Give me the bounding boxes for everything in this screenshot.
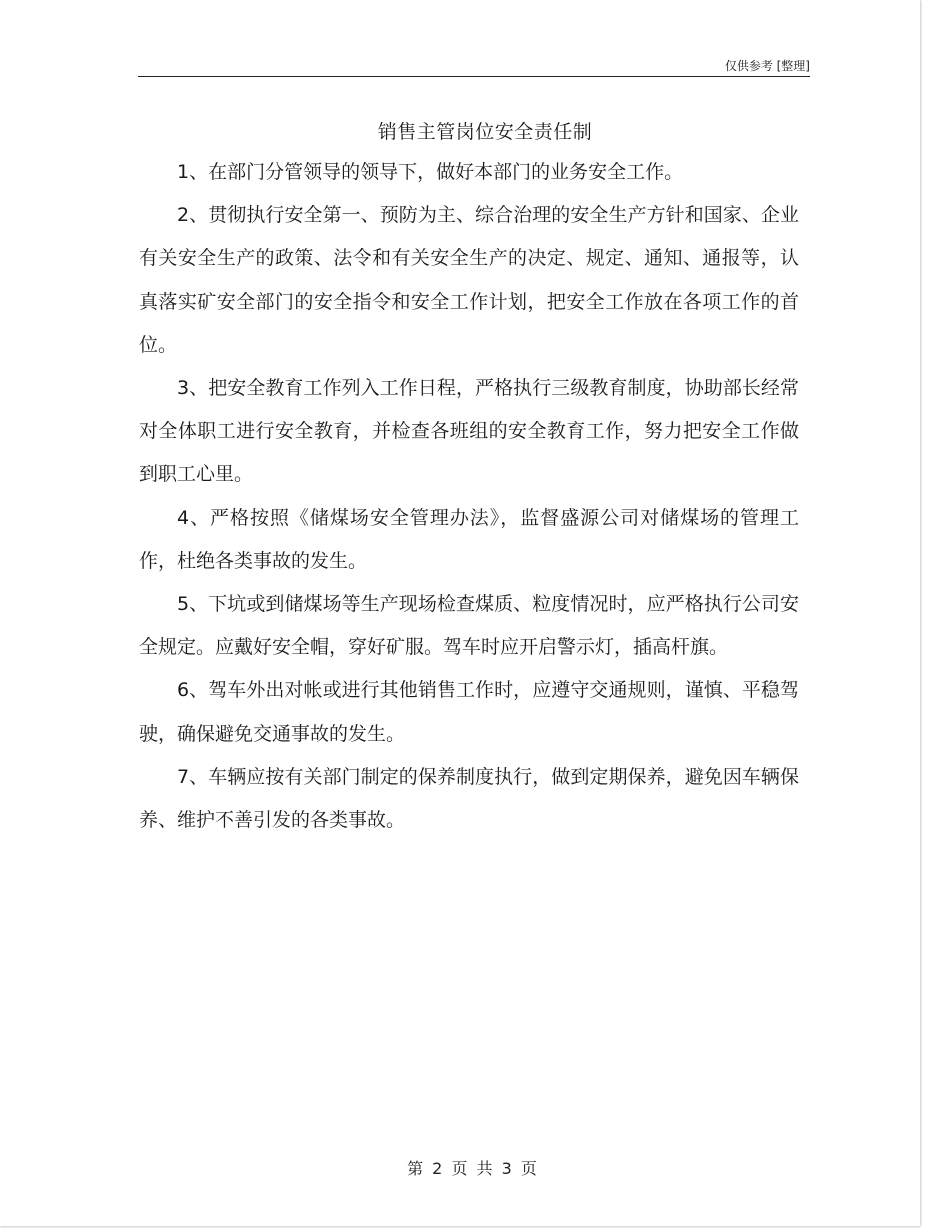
document-title: 销售主管岗位安全责任制	[377, 121, 593, 143]
page-number-footer: 第 2 页 共 3 页	[407, 1159, 539, 1178]
document-body	[139, 151, 799, 842]
paragraph-2: 2、贯彻执行安全第一、预防为主、综合治理的安全生产方针和国家、企业有关安全生产的政策、法令和有关安全生产的决定、规定、通知、通报等，认真落实矿安全部门的安全指令和安全工作计划，把安全工作放在各项工作的首位。	[139, 204, 799, 356]
paragraph-6: 6、驾车外出对帐或进行其他销售工作时，应遵守交通规则，谨慎、平稳驾驶，确保避免交通事故的发生。	[139, 679, 799, 745]
header-note: 仅供参考 [整理]	[724, 59, 810, 73]
paragraph-4: 4、严格按照《储煤场安全管理办法》，监督盛源公司对储煤场的管理工作，杜绝各类事故的发生。	[139, 506, 799, 572]
header-rule	[138, 76, 810, 77]
paragraph-7: 7、车辆应按有关部门制定的保养制度执行，做到定期保养，避免因车辆保养、维护不善引发的各类事故。	[139, 765, 799, 832]
paragraph-1: 1、在部门分管领导的领导下，做好本部门的业务安全工作。	[177, 161, 684, 183]
paragraph-5: 5、下坑或到储煤场等生产现场检查煤质、粒度情况时，应严格执行公司安全规定。应戴好安全帽，穿好矿服。驾车时应开启警示灯，插高杆旗。	[139, 593, 799, 659]
paragraph-3: 3、把安全教育工作列入工作日程，严格执行三级教育制度，协助部长经常对全体职工进行安全教育，并检查各班组的安全教育工作，努力把安全工作做到职工心里。	[139, 377, 799, 486]
